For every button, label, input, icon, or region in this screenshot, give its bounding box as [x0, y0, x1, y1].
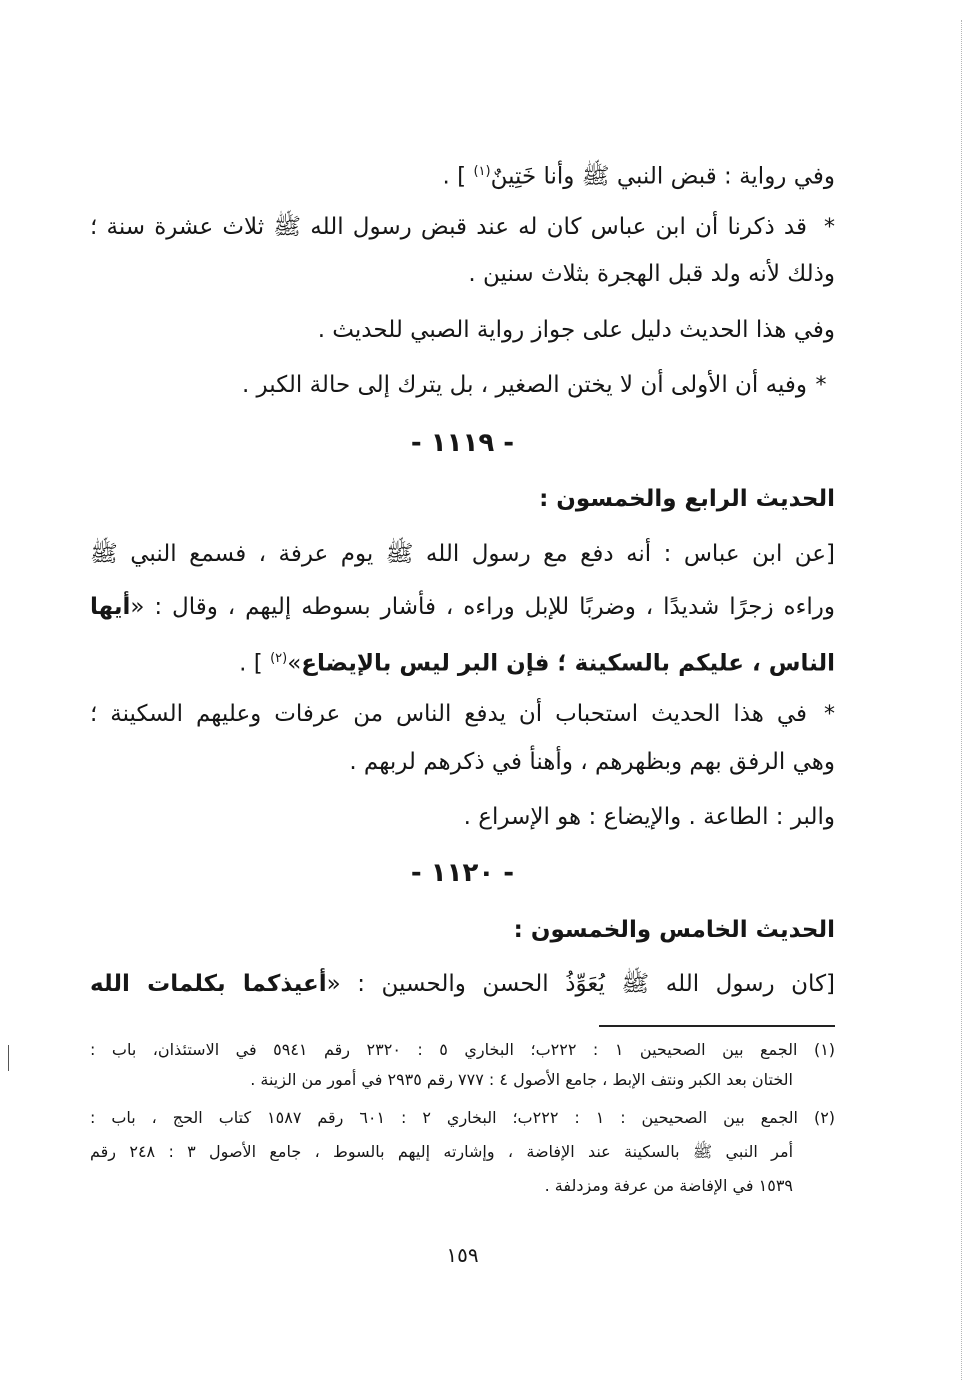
page-body	[90, 0, 835, 1396]
line-text: وفيه أن الأولى أن لا يختن الصغير ، بل يترك إلى حالة الكبر .	[241, 372, 807, 398]
text-line	[90, 800, 835, 834]
footnote-line: (١) الجمع بين الصحيحين ١ : ٢٢٢ب؛ البخاري ٥ : ٢٣٢٠ رقم ٥٩٤١ في الاستئذان، باب :	[90, 1040, 836, 1059]
text-line	[90, 368, 835, 403]
line-text: وهي الرفق بهم وبظهرهم ، وأهنأ في ذكرهم لربهم .	[349, 749, 835, 775]
text-line	[90, 590, 835, 624]
line-text: [كان رسول الله ﷺ يُعَوِّذُ الحسن والحسين : «	[326, 971, 835, 997]
asterisk-icon: *	[824, 215, 835, 240]
text-line	[90, 745, 835, 779]
hadith-number: - ١١٢٠ -	[410, 858, 515, 888]
line-text: والبر : الطاعة . والإيضاع : هو الإسراع .	[463, 804, 835, 830]
footnote-line: (٢) الجمع بين الصحيحين : ١ : ٢٢٢ب؛ البخاري ٢ : ٦٠١ رقم ١٥٨٧ كتاب الحج ، باب :	[90, 1108, 836, 1127]
line-text: وذلك لأنه ولد قبل الهجرة بثلاث سنين .	[468, 261, 835, 287]
footnote-separator	[599, 1025, 835, 1027]
line-text: »	[287, 650, 302, 677]
line-text: وراءه زجرًا شديدًا ، وضربًا للإبل وراءه ، فأشار بسوطه إليهم ، وقال : «	[130, 594, 835, 620]
text-line	[90, 642, 835, 681]
text-line	[90, 967, 835, 1001]
quote-text: أيها	[90, 594, 131, 620]
page-number: ١٥٩	[446, 1243, 479, 1267]
line-text: في هذا الحديث استحباب أن يدفع الناس من عرفات وعليهم السكينة ؛	[90, 701, 807, 727]
line-text: [عن ابن عباس : أنه دفع مع رسول الله ﷺ يوم عرفة ، فسمع النبي ﷺ	[90, 541, 835, 567]
text-line	[90, 313, 835, 347]
line-text: ] .	[442, 163, 474, 190]
text-line	[90, 257, 835, 291]
page-edge-dotted-line	[961, 20, 962, 1380]
asterisk-icon: *	[815, 373, 827, 398]
text-line	[90, 155, 835, 194]
text-line	[90, 210, 835, 245]
line-text: ] .	[239, 650, 271, 677]
line-text: وفي رواية : قبض النبي ﷺ وأنا خَتِينٌ	[490, 163, 835, 190]
asterisk-icon: *	[824, 702, 835, 727]
line-text: وفي هذا الحديث دليل على جواز رواية الصبي للحديث .	[317, 317, 835, 343]
footnote-line: الختان بعد الكبر ونتف الإبط ، جامع الأصول ٤ : ٧٧٧ رقم ٢٩٣٥ في أمور من الزينة .	[250, 1070, 793, 1089]
scan-edge-mark	[8, 1045, 9, 1071]
footnote-line: أمر النبي ﷺ بالسكينة عند الإفاضة ، وإشارته إليهم بالسوط ، جامع الأصول ٣ : ٢٤٨ رقم	[90, 1142, 794, 1161]
footnote-ref-1: (١)	[473, 164, 491, 179]
hadith-heading: الحديث الخامس والخمسون :	[513, 917, 835, 943]
line-text: قد ذكرنا أن ابن عباس كان له عند قبض رسول الله ﷺ ثلاث عشرة سنة ؛	[90, 214, 807, 240]
text-line	[90, 697, 835, 732]
footnote-ref-2: (٢)	[270, 651, 288, 666]
quote-text: الناس ، عليكم بالسكينة ؛ فإن البر ليس بالإيضاع	[301, 650, 835, 677]
hadith-number: - ١١١٩ -	[410, 428, 515, 458]
text-line	[90, 537, 835, 571]
footnote-line: ١٥٣٩ في الإفاضة من عرفة ومزدلفة .	[544, 1176, 793, 1195]
quote-text: أعيذكما بكلمات الله	[90, 971, 327, 997]
hadith-heading: الحديث الرابع والخمسون :	[539, 486, 835, 512]
